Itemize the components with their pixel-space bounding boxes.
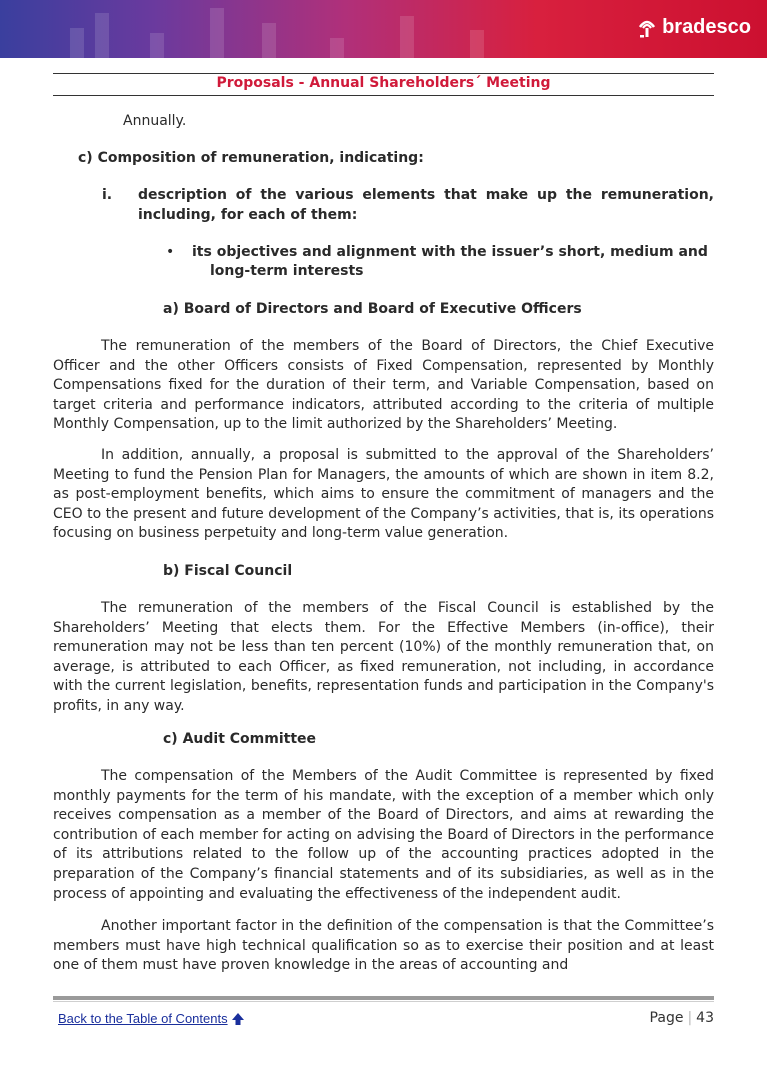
page-number bbox=[650, 1010, 714, 1026]
header-banner bbox=[0, 0, 767, 58]
item-i-text: description of the various elements that make up the remuneration, including, for each of them: bbox=[138, 187, 714, 223]
page-value: 43 bbox=[696, 1010, 714, 1026]
brand-name: bradesco bbox=[662, 16, 751, 38]
annually-text: Annually. bbox=[123, 113, 187, 129]
subheading-c: c) Audit Committee bbox=[163, 731, 317, 747]
item-c-heading: c) Composition of remuneration, indicating: bbox=[78, 150, 424, 166]
paragraph-c2: Another important factor in the definition of the compensation is that the Committee’s members must have high technical qualification so as to exercise their position and at least one of them must have proven knowledge in the areas of accounting and bbox=[53, 918, 714, 974]
paragraph-c1: The compensation of the Members of the Audit Committee is represented by fixed monthly payments for the term of his mandate, with the exception of a member which only receives compensation as a member of the Board of Directors, and aims at rewarding the contribution of each member for acting on advising the Board of Directors in the performance of its attributions related to the follow up of the accounting practices adopted in the preparation of the Company’s financial statements and of its subsidiaries, as well as in the process of appointing and evaluating the effectiveness of the independent audit. bbox=[53, 768, 714, 902]
item-i-marker: i. bbox=[102, 187, 113, 203]
document-title: Proposals - Annual Shareholders´ Meeting bbox=[216, 75, 551, 91]
bradesco-logo bbox=[637, 16, 751, 39]
footer-rule bbox=[53, 996, 714, 1000]
subheading-b: b) Fiscal Council bbox=[163, 563, 293, 579]
paragraph-b1: The remuneration of the members of the Fiscal Council is established by the Shareholders’ Meeting that elects them. For the Effective Members (in-office), their remuneration may not be less than ten percent (10%) of the monthly remuneration that, on average, is attributed to each Officer, as fixed remuneration, not including, in accordance with the current legislation, benefits, representation funds and participation in the Company's profits, in any way. bbox=[53, 600, 714, 714]
back-to-toc-label[interactable]: Back to the Table of Contents bbox=[58, 1011, 228, 1026]
back-to-toc-link[interactable] bbox=[58, 1011, 245, 1026]
page-label: Page bbox=[649, 1010, 684, 1026]
title-rule-top bbox=[53, 73, 714, 74]
paragraph-a1: The remuneration of the members of the Board of Directors, the Chief Executive Officer and the other Officers consists of Fixed Compensation, represented by Monthly Compensations fixed for the duration of their term, and Variable Compensation, based on target criteria and performance indicators, attributed according to the criteria of multiple Monthly Compensation, up to the limit authorized by the Shareholders’ Meeting. bbox=[53, 338, 714, 433]
footer-rule-thin bbox=[53, 1001, 714, 1002]
bullet-line-1: its objectives and alignment with the issuer’s short, medium and bbox=[192, 244, 708, 260]
bullet-icon: • bbox=[166, 244, 175, 260]
subheading-a: a) Board of Directors and Board of Executive Officers bbox=[163, 301, 582, 317]
paragraph-a2: In addition, annually, a proposal is submitted to the approval of the Shareholders’ Meeting to fund the Pension Plan for Managers, the amounts of which are shown in item 8.2, as post-employment benefits, which aims to ensure the commitment of managers and the CEO to the present and future development of the Company’s activities, that is, its operations focusing on business perpetuity and long-term value generation. bbox=[53, 447, 714, 542]
bullet-line-2: long-term interests bbox=[210, 263, 364, 279]
page-separator: | bbox=[687, 1010, 693, 1026]
title-rule-bottom bbox=[53, 95, 714, 96]
arrow-up-icon[interactable] bbox=[231, 1012, 245, 1026]
bradesco-tree-icon bbox=[637, 17, 657, 39]
